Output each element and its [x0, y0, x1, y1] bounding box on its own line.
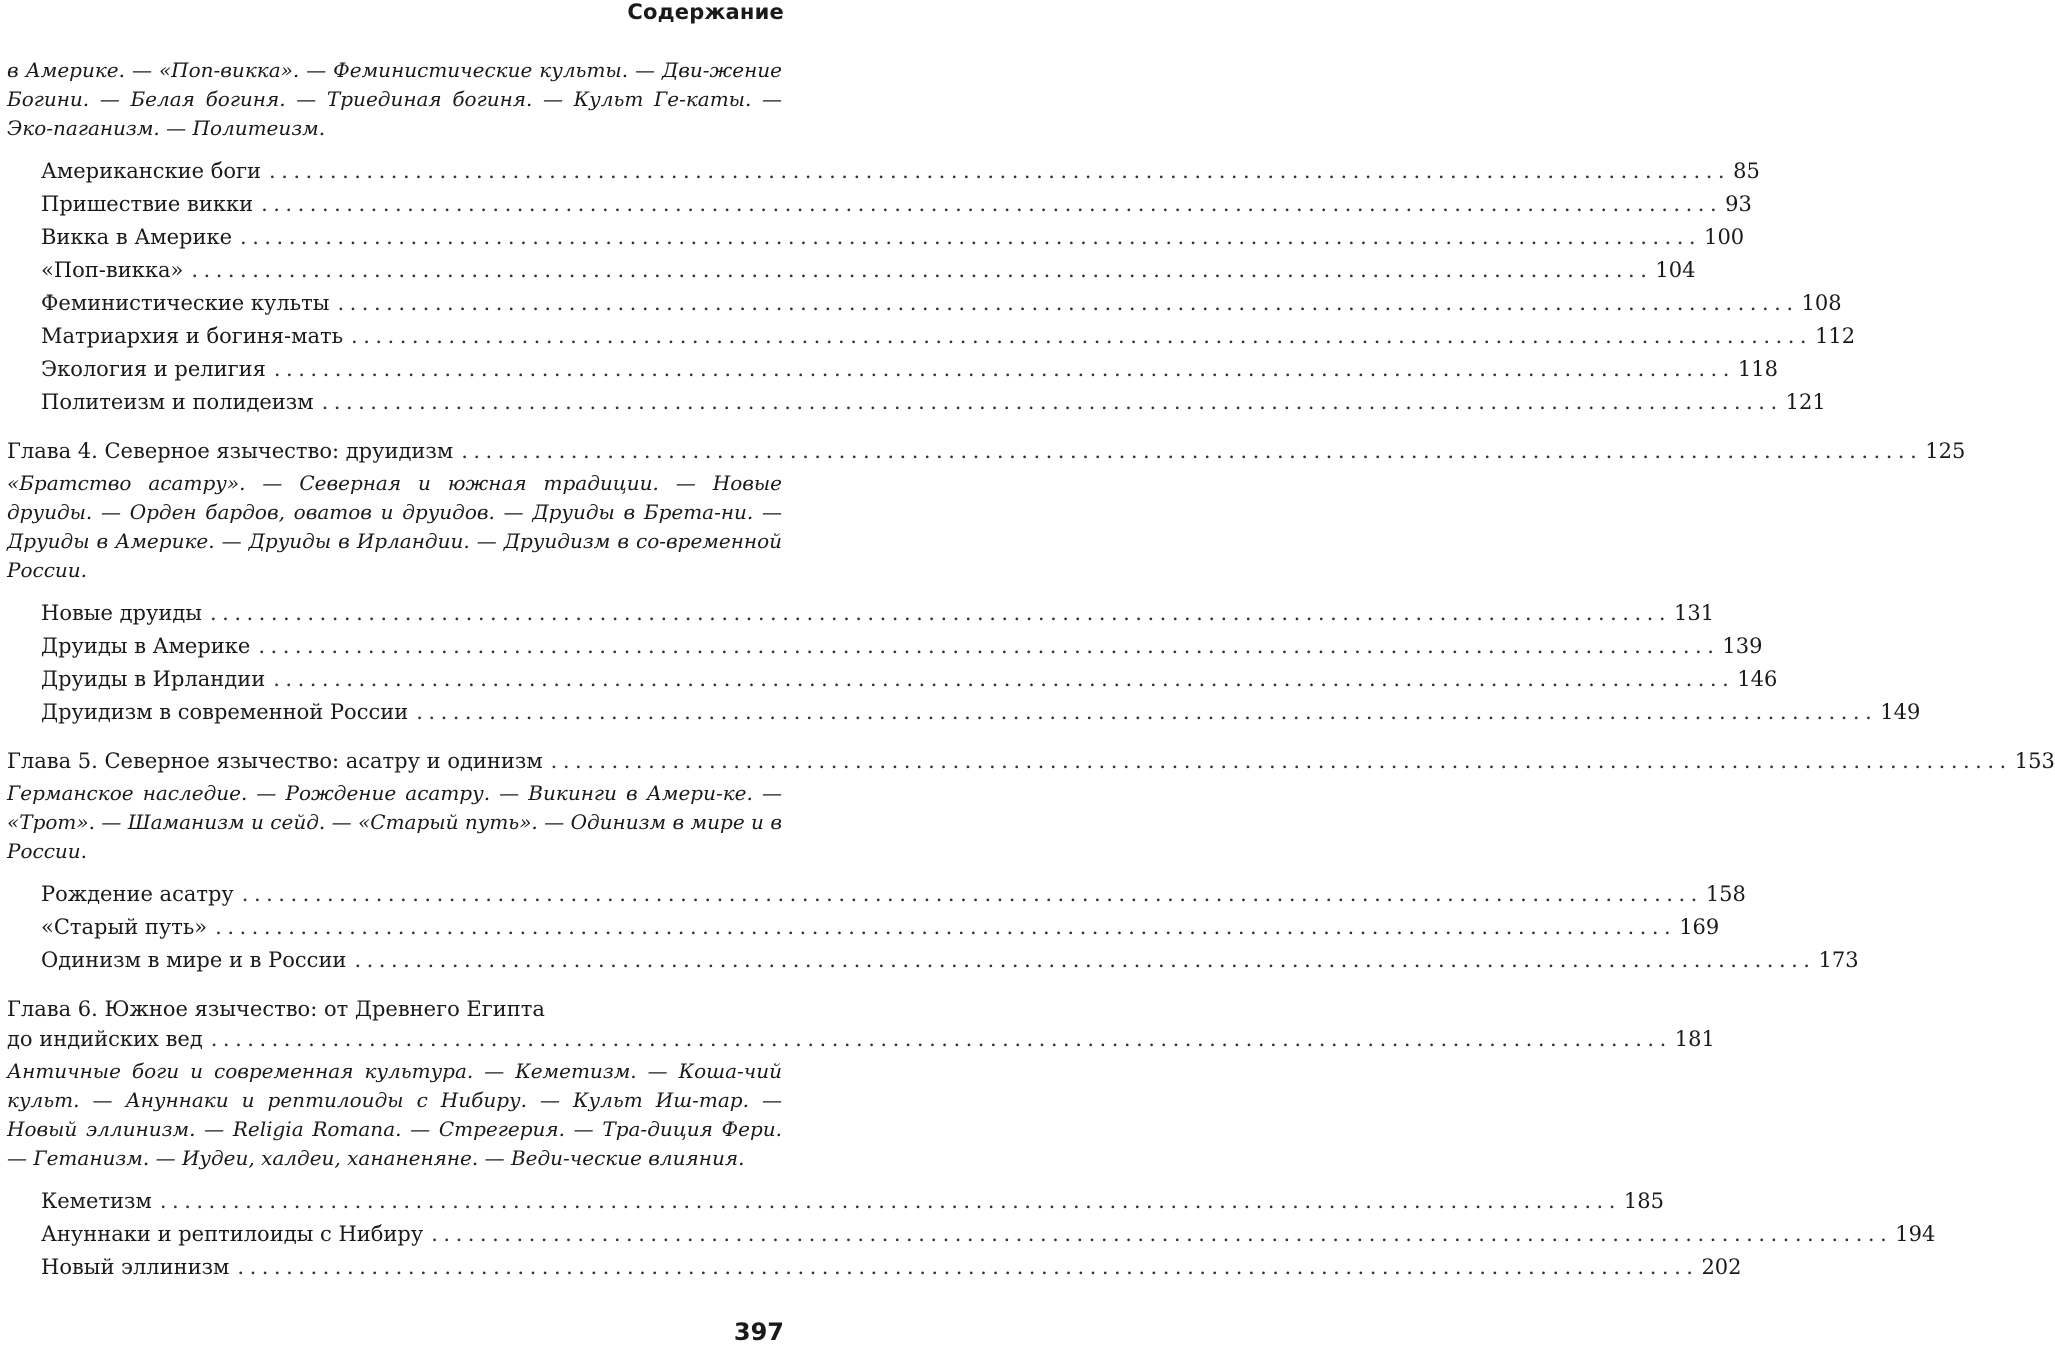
toc-entry[interactable] [0, 878, 1746, 911]
toc-entry-label: Феминистические культы [41, 291, 330, 315]
chapter-heading[interactable] [0, 746, 2055, 776]
chapter-title-line: до индийских вед [7, 1027, 203, 1051]
toc-entry-label: Друиды в Ирландии [41, 667, 266, 691]
toc-entry-page: 173 [1818, 948, 1859, 972]
toc-entry-page: 185 [1623, 1189, 1664, 1213]
toc-entry[interactable] [0, 353, 1779, 386]
toc-entry-label: Одинизм в мире и в России [41, 948, 347, 972]
dot-leader: ........................................................................................................................ [431, 1222, 1893, 1246]
toc-entry-page: 169 [1679, 915, 1720, 939]
toc-entry-label: Кеметизм [41, 1189, 152, 1213]
toc-entry-list [0, 878, 1859, 977]
toc-entry-label: Экология и религия [41, 357, 266, 381]
toc-entry[interactable] [0, 254, 1696, 287]
toc-entry-page: 108 [1801, 291, 1842, 315]
toc-entry-label: «Поп-викка» [41, 258, 184, 282]
toc-entry-label: Матриархия и богиня-мать [41, 324, 344, 348]
toc-entry[interactable] [0, 663, 1778, 696]
dot-leader: ........................................................................................................................ [354, 948, 1816, 972]
dot-leader: ........................................................................................................................ [269, 159, 1731, 183]
chapter-5 [0, 746, 2055, 977]
toc-entry-label: Рождение асатру [41, 882, 234, 906]
toc-entry[interactable] [0, 696, 1921, 729]
dot-leader: ........................................................................................................................ [351, 324, 1813, 348]
dot-leader: ........................................................................................................................ [550, 749, 2012, 773]
toc-entry[interactable] [0, 221, 1745, 254]
toc-entry-page: 194 [1895, 1222, 1936, 1246]
chapter-heading-cont[interactable] [0, 1024, 1715, 1054]
toc-entry[interactable] [0, 1185, 1664, 1218]
chapter-6 [0, 994, 1936, 1284]
toc-entry[interactable] [0, 1218, 1936, 1251]
toc-entry-page: 149 [1880, 700, 1921, 724]
toc-entry[interactable] [0, 944, 1859, 977]
toc-entry[interactable] [0, 1251, 1742, 1284]
dot-leader: ........................................................................................................................ [210, 1027, 1672, 1051]
chapter-annotation: «Братство асатру». — Северная и южная традиции. — Новые друиды. — Орден бардов, оватов и друидов. — Друиды в Брета-ни. — Друиды в Америке. — Друиды в Ирландии. — Друидизм в со-временной России. [7, 471, 782, 582]
dot-leader: ........................................................................................................................ [258, 634, 1720, 658]
dot-leader: ........................................................................................................................ [273, 667, 1735, 691]
page-number: 397 [733, 1318, 784, 1346]
chapter-annotation: Античные боги и современная культура. — Кеметизм. — Коша-чий культ. — Ануннаки и рептилоиды с Нибиру. — Культ Иш-тар. — Новый эллинизм. — Religia Romana. — Стрегерия. — Тра-диция Фери. — Гетанизм. — Иудеи, халдеи, хананеняне. — Веди-ческие влияния. [7, 1059, 782, 1170]
toc-entry-page: 139 [1722, 634, 1763, 658]
dot-leader: ........................................................................................................................ [191, 258, 1653, 282]
chapter-title: Глава 4. Северное язычество: друидизм [7, 439, 454, 463]
dot-leader: ........................................................................................................................ [416, 700, 1878, 724]
toc-entry[interactable] [0, 386, 1826, 419]
chapter-heading[interactable] [0, 436, 1966, 466]
chapter-4 [0, 436, 1966, 729]
dot-leader: ........................................................................................................................ [321, 390, 1783, 414]
toc-entry[interactable] [0, 597, 1715, 630]
toc-entry-label: Политеизм и полидеизм [41, 390, 314, 414]
toc-entry-page: 118 [1737, 357, 1779, 381]
toc-entry[interactable] [0, 155, 1760, 188]
toc-entry[interactable] [0, 188, 1752, 221]
toc-entry-label: Пришествие викки [41, 192, 254, 216]
chapter-page: 125 [1925, 439, 1966, 463]
chapter-annotation: в Америке. — «Поп-викка». — Феминистические культы. — Дви-жение Богини. — Белая богиня. — Триединая богиня. — Культ Ге-каты. — Эко-паганизм. — Политеизм. [7, 58, 782, 140]
toc-entry-label: Новый эллинизм [41, 1255, 230, 1279]
dot-leader: ........................................................................................................................ [273, 357, 1735, 381]
dot-leader: ........................................................................................................................ [461, 439, 1923, 463]
dot-leader: ........................................................................................................................ [215, 915, 1677, 939]
dot-leader: ........................................................................................................................ [337, 291, 1799, 315]
chapter-page: 153 [2014, 749, 2055, 773]
toc-entry[interactable] [0, 320, 1856, 353]
toc-entry-page: 121 [1785, 390, 1826, 414]
toc-entry-list [0, 597, 1921, 729]
toc-entry-page: 202 [1701, 1255, 1742, 1279]
toc-entry-page: 146 [1737, 667, 1778, 691]
toc-entry[interactable] [0, 911, 1720, 944]
chapter-annotation: Германское наследие. — Рождение асатру. — Викинги в Амери-ке. — «Трот». — Шаманизм и сейд. — «Старый путь». — Одинизм в мире и в России. [7, 781, 782, 863]
toc-entry[interactable] [0, 630, 1763, 663]
toc-entry-label: Новые друиды [41, 601, 202, 625]
dot-leader: ........................................................................................................................ [209, 601, 1672, 625]
dot-leader: ........................................................................................................................ [237, 1255, 1699, 1279]
chapter-page: 181 [1674, 1027, 1715, 1051]
toc-entry-label: Друидизм в современной России [41, 700, 409, 724]
chapter-heading[interactable] [0, 994, 786, 1024]
toc-entry-page: 100 [1704, 225, 1745, 249]
toc-entry-page: 112 [1815, 324, 1856, 348]
toc-entry[interactable] [0, 287, 1842, 320]
toc-entry-page: 85 [1733, 159, 1760, 183]
toc-entry-label: Друиды в Америке [41, 634, 251, 658]
toc-entry-list [0, 155, 1856, 419]
toc-entry-label: Ануннаки и рептилоиды с Нибиру [41, 1222, 424, 1246]
running-head: Содержание [627, 0, 784, 24]
toc-entry-label: «Старый путь» [41, 915, 208, 939]
toc-entry-label: Викка в Америке [41, 225, 233, 249]
dot-leader: ........................................................................................................................ [240, 225, 1702, 249]
toc-entry-label: Американские боги [41, 159, 262, 183]
toc-entry-page: 104 [1655, 258, 1696, 282]
chapter-title-line: Глава 6. Южное язычество: от Древнего Египта [7, 997, 545, 1021]
toc-entry-page: 131 [1674, 601, 1715, 625]
toc-entry-list [0, 1185, 1936, 1284]
dot-leader: ........................................................................................................................ [241, 882, 1703, 906]
toc-entry-page: 158 [1705, 882, 1746, 906]
toc-content [0, 52, 2055, 1284]
dot-leader: ........................................................................................................................ [159, 1189, 1621, 1213]
dot-leader: ........................................................................................................................ [261, 192, 1723, 216]
chapter-title: Глава 5. Северное язычество: асатру и одинизм [7, 749, 543, 773]
toc-entry-page: 93 [1725, 192, 1752, 216]
